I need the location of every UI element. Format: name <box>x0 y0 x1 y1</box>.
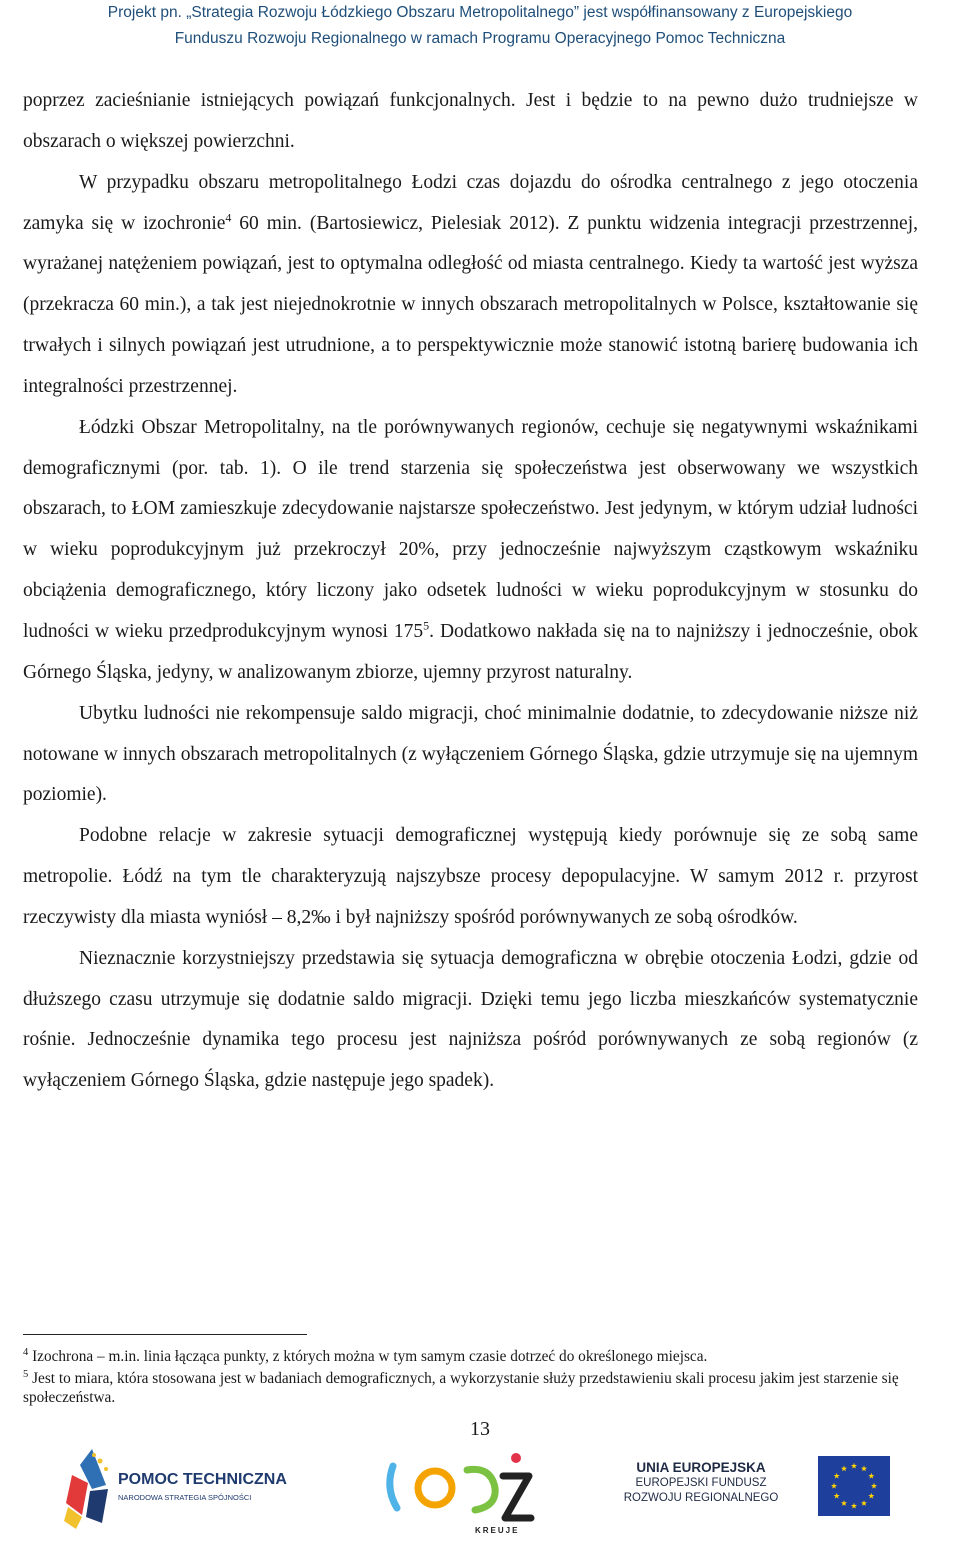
footnote-ref-4[interactable]: 4 <box>225 210 232 225</box>
paragraph-3 <box>23 408 918 694</box>
lodz-kreuje-tagline: KREUJE <box>475 1526 520 1535</box>
eu-fund-logo <box>618 1456 898 1526</box>
eu-flag-icon <box>818 1456 890 1516</box>
paragraph-2 <box>23 163 918 408</box>
eu-line-3: ROZWOJU REGIONALNEGO <box>623 1492 779 1504</box>
eu-line-1: UNIA EUROPEJSKA <box>636 1460 766 1475</box>
page-header <box>0 0 960 56</box>
pomoc-techniczna-title: POMOC TECHNICZNA <box>118 1471 287 1488</box>
pomoc-techniczna-emblem-icon <box>62 1445 114 1530</box>
paragraph-2-part-a: W przypadku obszaru metropolitalnego Łodzi czas dojazdu do ośrodka centralnego z jego otoczenia zamyka się w izochronie <box>23 171 918 234</box>
pomoc-techniczna-subtitle: NARODOWA STRATEGIA SPÓJNOŚCI <box>118 1493 252 1502</box>
footnotes <box>23 1347 918 1410</box>
header-line-1: Projekt pn. „Strategia Rozwoju Łódzkiego Obszaru Metropolitalnego” jest współfinansowany z Europejskiego <box>107 4 853 21</box>
eu-fund-text <box>618 1460 784 1506</box>
paragraph-3-part-a: Łódzki Obszar Metropolitalny, na tle porównywanych regionów, cechuje się negatywnymi wskaźnikami demograficznymi (por. tab. 1). O ile trend starzenia się społeczeństwa jest obserwowany we wszystkich obszarach, to ŁOM zamieszkuje zdecydowanie najstarsze społeczeństwo. Jest jedynym, w którym udział ludności w wieku poprodukcyjnym już przekroczył 20%, przy jednocześnie najwyższym cząstkowym wskaźniku obciążenia demograficznego, który liczony jako odsetek ludności w wieku poprodukcyjnym w stosunku do ludności w wieku przedprodukcyjnym wynosi 175 <box>23 416 918 642</box>
paragraph-1: poprzez zacieśnianie istniejących powiązań funkcjonalnych. Jest i będzie to na pewno dużo trudniejsze w obszarach o większej powierzchni. <box>23 90 918 152</box>
lodz-kreuje-logo <box>383 1448 543 1538</box>
footnote-ref-5[interactable]: 5 <box>423 618 430 633</box>
footnote-5-text: Jest to miara, która stosowana jest w badaniach demograficznych, a wykorzystanie służy przedstawieniu skali procesu jakim jest starzenie się społeczeństwa. <box>23 1370 899 1406</box>
paragraph-3-part-b: . Dodatkowo nakłada się na to najniższy i jednocześnie, obok Górnego Śląska, jedyny, w analizowanym zbiorze, ujemny przyrost naturalny. <box>23 620 918 683</box>
paragraph-5: Podobne relacje w zakresie sytuacji demograficznej występują kiedy porównuje się ze sobą same metropolie. Łódź na tym tle charakteryzują najszybsze procesy depopulacyjne. W samym 2012 r. przyrost rzeczywisty dla miasta wyniósł – 8,2‰ i był najniższy spośród porównywanych ze sobą ośrodków. <box>23 825 918 928</box>
page-number: 13 <box>470 1418 490 1440</box>
paragraph-6: Nieznacznie korzystniejszy przedstawia się sytuacja demograficzna w obrębie otoczenia Łodzi, gdzie od dłuższego czasu utrzymuje się dodatnie saldo migracji. Dzięki temu jego liczba mieszkańców systematycznie rośnie. Jednocześnie dynamika tego procesu jest najniższa pośród porównywanych ze sobą regionów (z wyłączeniem Górnego Śląska, gdzie następuje jego spadek). <box>23 947 918 1092</box>
footnote-5-number: 5 <box>23 1368 29 1380</box>
main-text <box>23 81 918 1102</box>
footnote-separator <box>23 1334 307 1335</box>
footnote-4-number: 4 <box>23 1346 29 1358</box>
paragraph-4: Ubytku ludności nie rekompensuje saldo migracji, choć minimalnie dodatnie, to zdecydowanie niższe niż notowane w innych obszarach metropolitalnych (z wyłączeniem Górnego Śląska, gdzie utrzymuje się na ujemnym poziomie). <box>23 702 918 806</box>
paragraph-2-part-b: 60 min. (Bartosiewicz, Pielesiak 2012). Z punktu widzenia integracji przestrzennej, wyrażanej natężeniem powiązań, jest to optymalna odległość od miasta centralnego. Kiedy ta wartość jest wyższa (przekracza 60 min.), a tak jest niejednokrotnie w innych obszarach metropolitalnych w Polsce, kształtowanie się trwałych i silnych powiązań jest utrudnione, a to perspektywicznie może stanowić istotną barierę budowania ich integralności przestrzennej. <box>23 212 918 397</box>
header-line-2: Funduszu Rozwoju Regionalnego w ramach Programu Operacyjnego Pomoc Techniczna <box>174 30 786 47</box>
footnote-4 <box>23 1347 918 1366</box>
footnote-5 <box>23 1369 918 1407</box>
eu-line-2: EUROPEJSKI FUNDUSZ <box>635 1477 767 1489</box>
lodz-kreuje-icon <box>383 1448 543 1528</box>
footnote-4-text: Izochrona – m.in. linia łącząca punkty, z których można w tym samym czasie dotrzeć do określonego miejsca. <box>28 1348 708 1365</box>
pomoc-techniczna-logo <box>62 1445 292 1530</box>
